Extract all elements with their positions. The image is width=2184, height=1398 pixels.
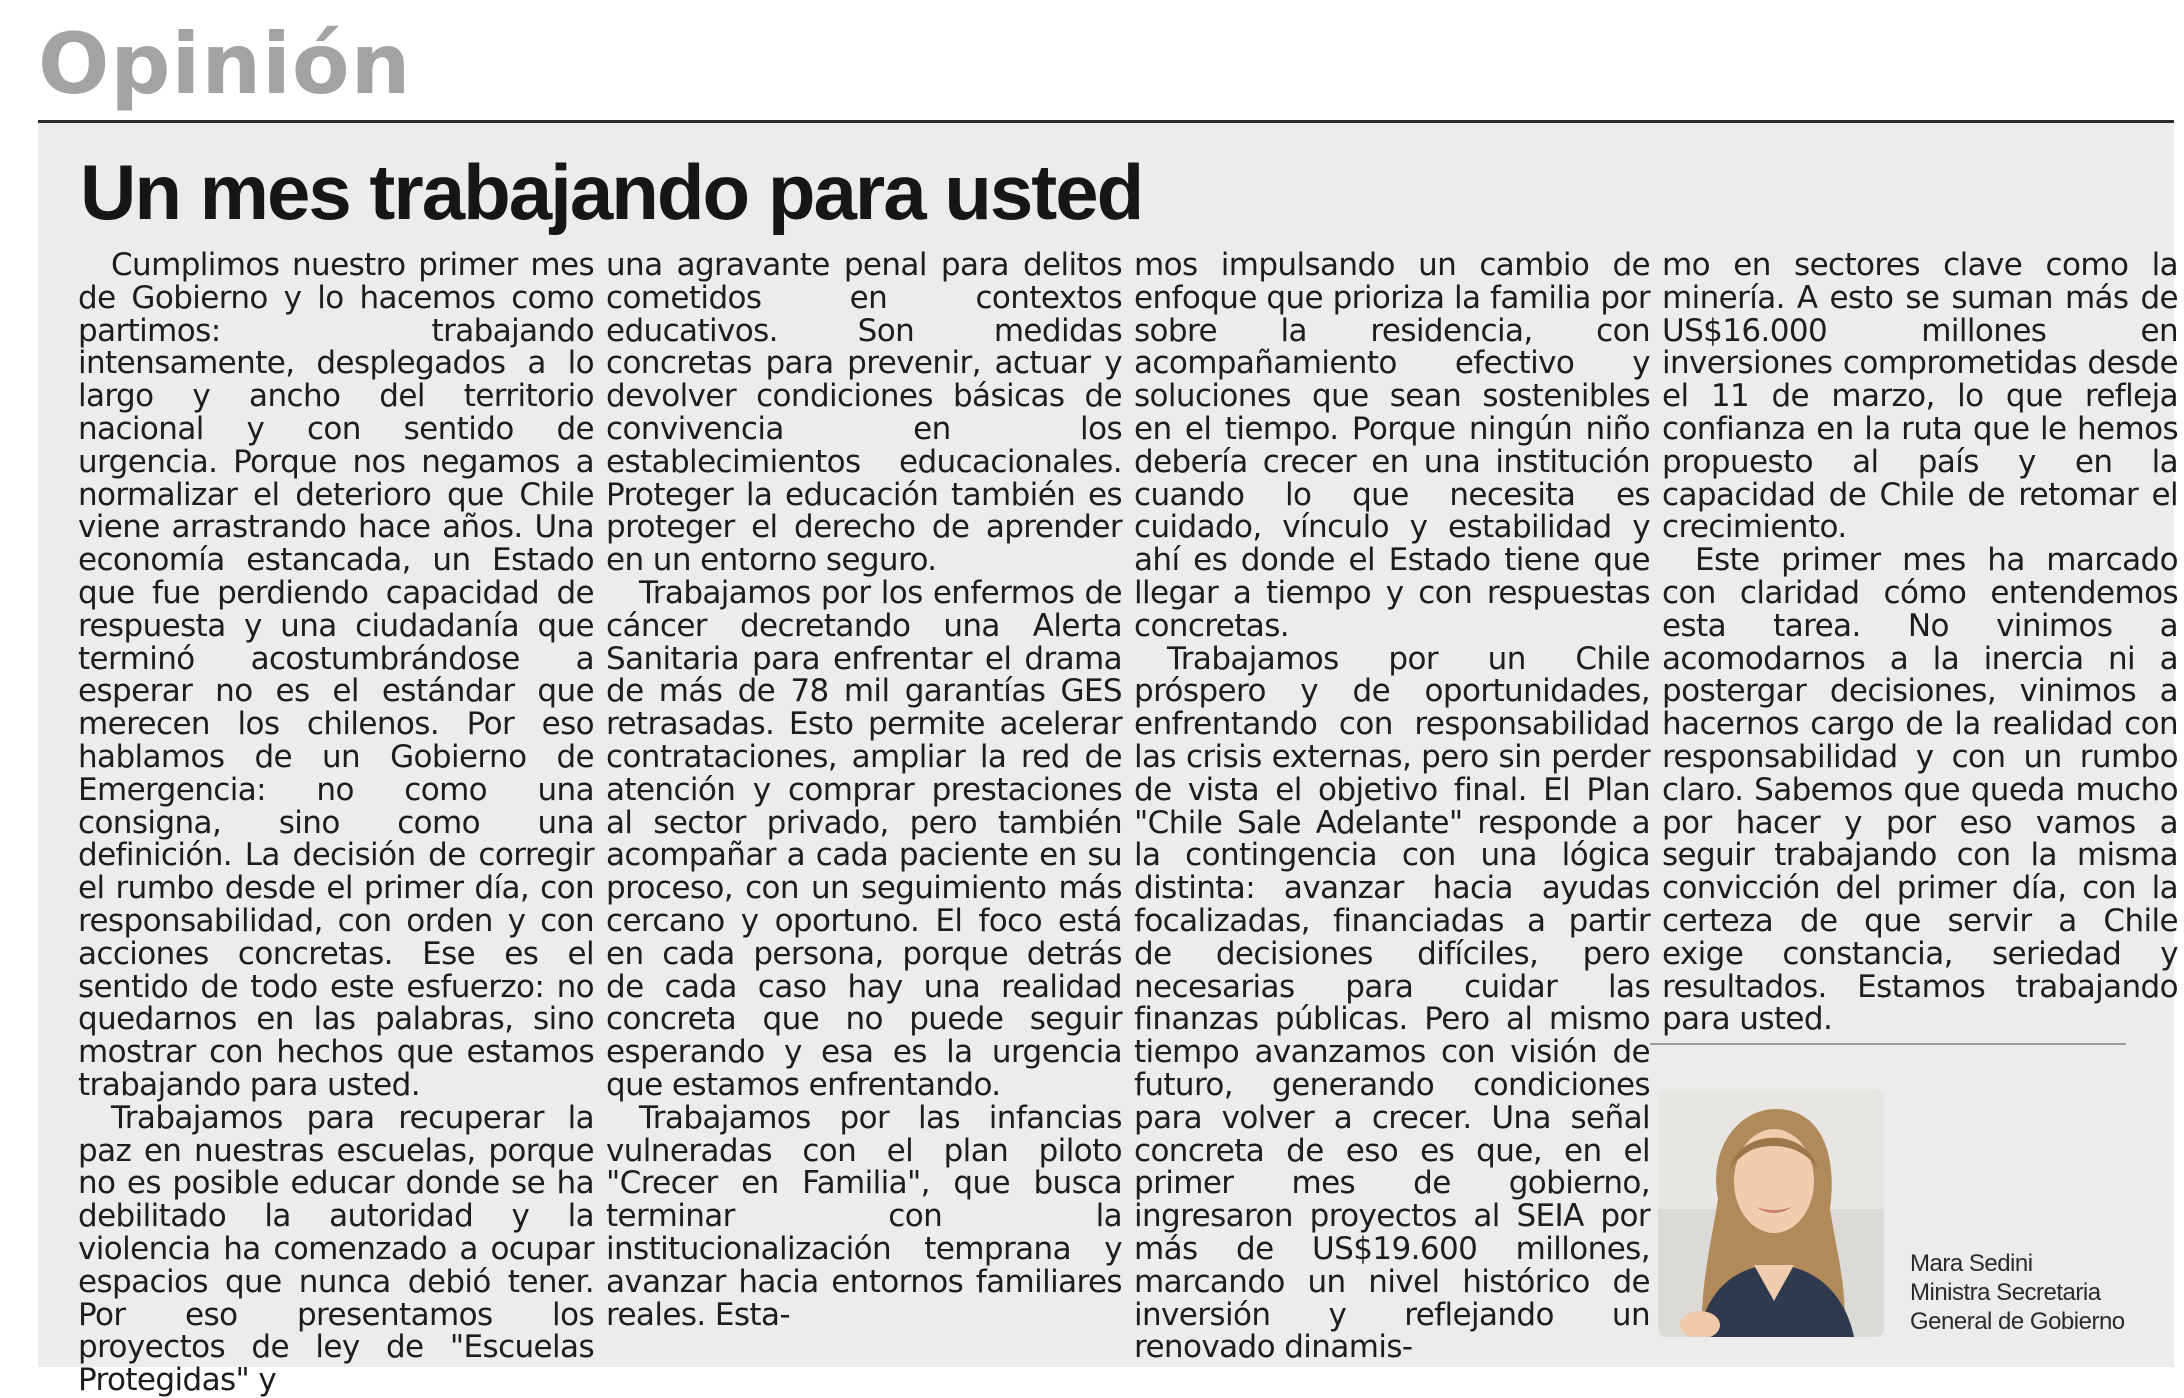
article-column-2 [606,249,1122,1331]
article-headline: Un mes trabajando para usted [80,148,1143,236]
article-paragraph-continued: mo en sectores clave como la minería. A esto se suman más de US$16.000 millones en inversiones comprometidas desde el 11 de marzo, lo que refleja confianza en la ruta que le hemos propuesto al país y en la capacidad de Chile de retomar el crecimiento. [1662,247,2178,546]
section-label: Opinión [38,15,412,113]
article-paragraph: Trabajamos por los enfermos de cáncer decretando una Alerta Sanitaria para enfrentar el drama de más de 78 mil garantías GES retrasadas. Esto permite acelerar contrataciones, ampliar la red de atención y comprar prestaciones al sector privado, pero también acompañar a cada paciente en su proceso, con un seguimiento más cercano y oportuno. El foco está en cada persona, porque detrás de cada caso hay una realidad concreta que no puede seguir esperando y esa es la urgencia que estamos enfrentando. [606,574,1122,1103]
article-paragraph: Cumplimos nuestro primer mes de Gobierno y lo hacemos como partimos: trabajando intensamente, desplegados a lo largo y ancho del territorio nacional y con sentido de urgencia. Porque nos negamos a normalizar el deterioro que Chile viene arrastrando hace años. Una economía estancada, un Estado que fue perdiendo capacidad de respuesta y una ciudadanía que terminó acostumbrándose a esperar no es el estándar que merecen los chilenos. Por eso hablamos de un Gobierno de Emergencia: no como una consigna, sino como una definición. La decisión de corregir el rumbo desde el primer día, con responsabilidad, con orden y con acciones concretas. Ese es el sentido de todo este esfuerzo: no quedarnos en las palabras, sino mostrar con hechos que estamos trabajando para usted. [78,247,594,1103]
article-paragraph-continued: una agravante penal para delitos cometidos en contextos educativos. Son medidas concretas para prevenir, actuar y devolver condiciones básicas de convivencia en los establecimientos educacionales. Proteger la educación también es proteger el derecho de aprender en un entorno seguro. [606,247,1122,579]
author-role: Ministra Secretaria [1910,1279,2101,1306]
article-paragraph: Trabajamos por las infancias vulneradas con el plan piloto "Crecer en Familia", que busca terminar con la institucionalización temprana y avanzar hacia entornos familiares reales. Esta- [606,1099,1122,1333]
article-column-1 [78,249,594,1397]
opinion-article [38,120,2178,1398]
author-credit [1910,1249,2125,1336]
article-paragraph-continued: mos impulsando un cambio de enfoque que prioriza la familia por sobre la residencia, con acompañamiento efectivo y soluciones que sean sostenibles en el tiempo. Porque ningún niño debería crecer en una institución cuando lo que necesita es cuidado, vínculo y estabilidad y ahí es donde el Estado tiene que llegar a tiempo y con respuestas concretas. [1134,247,1650,644]
article-paragraph: Este primer mes ha marcado con claridad cómo entendemos esta tarea. No vinimos a acomodarnos a la inercia ni a postergar decisiones, vinimos a hacernos cargo de la realidad con responsabilidad y con un rumbo claro. Sabemos que queda mucho por hacer y por eso vamos a seguir trabajando con la misma convicción del primer día, con la certeza de que servir a Chile exige constancia, seriedad y resultados. Estamos trabajando para usted. [1662,542,2178,1038]
article-column-4 [1662,249,2178,1036]
author-divider [1650,1043,2126,1045]
article-column-3 [1134,249,1650,1364]
article-paragraph: Trabajamos para recuperar la paz en nuestras escuelas, porque no es posible educar donde se ha debilitado la autoridad y la violencia ha comenzado a ocupar espacios que nunca debió tener. Por eso presentamos los proyectos de ley de "Escuelas Protegidas" y [78,1099,594,1398]
author-photo [1658,1089,1884,1337]
article-paragraph: Trabajamos por un Chile próspero y de oportunidades, enfrentando con responsabilidad las crisis externas, pero sin perder de vista el objetivo final. El Plan "Chile Sale Adelante" responde a la contingencia con una lógica distinta: avanzar hacia ayudas focalizadas, financiadas a partir de decisiones difíciles, pero necesarias para cuidar las finanzas públicas. Pero al mismo tiempo avanzamos con visión de futuro, generando condiciones para volver a crecer. Una señal concreta de eso es que, en el primer mes de gobierno, ingresaron proyectos al SEIA por más de US$19.600 millones, marcando un nivel histórico de inversión y reflejando un renovado dinamis- [1134,640,1650,1366]
author-role: General de Gobierno [1910,1308,2125,1335]
author-portrait-image [1658,1089,1884,1337]
author-name: Mara Sedini [1910,1250,2033,1277]
